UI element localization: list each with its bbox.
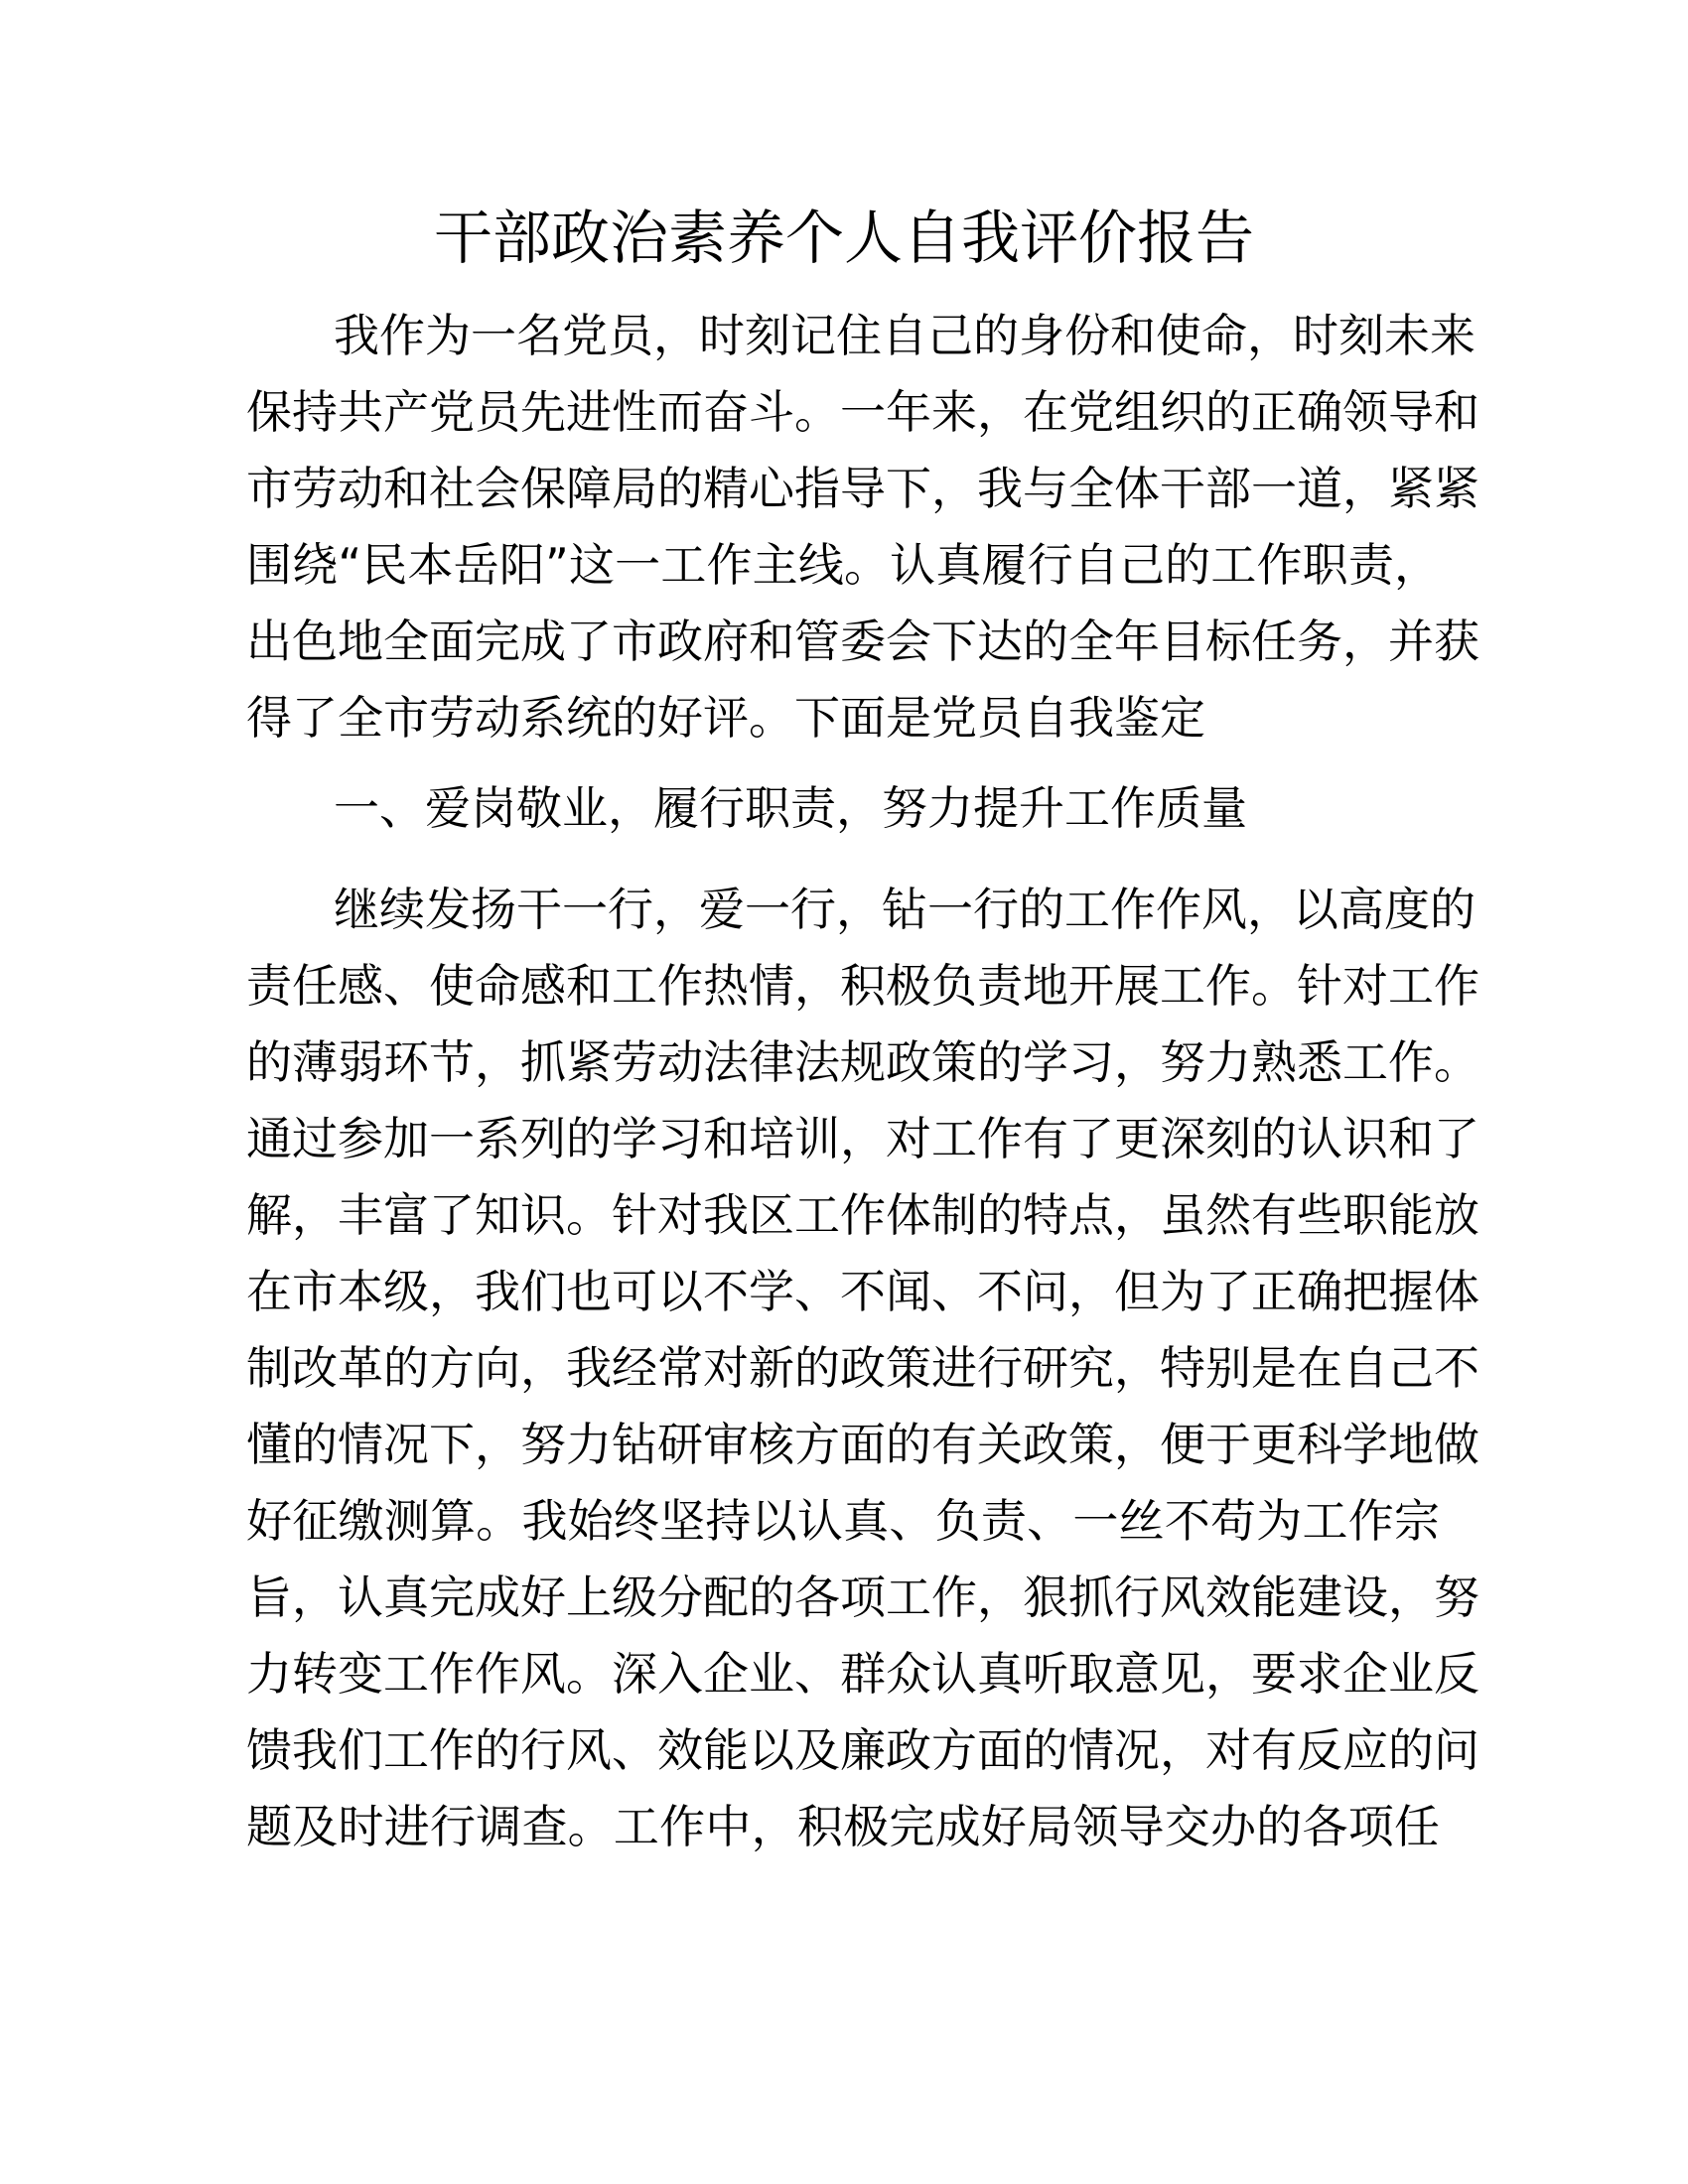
paragraph-2-line-7: 制改革的方向，我经常对新的政策进行研究，特别是在自己不	[246, 1341, 1479, 1395]
paragraph-2-line-6: 在市本级，我们也可以不学、不闻、不问，但为了正确把握体	[246, 1265, 1479, 1318]
paragraph-1-line-5: 出色地全面完成了市政府和管委会下达的全年目标任务，并获	[246, 614, 1479, 668]
document-title: 干部政治素养个人自我评价报告	[433, 204, 1254, 272]
paragraph-2-line-11: 力转变工作作风。深入企业、群众认真听取意见，要求企业反	[246, 1647, 1479, 1701]
paragraph-1-line-6: 得了全市劳动系统的好评。下面是党员自我鉴定	[246, 691, 1205, 745]
paragraph-2-line-2: 责任感、使命感和工作热情，积极负责地开展工作。针对工作	[246, 959, 1479, 1013]
paragraph-2-line-8: 懂的情况下，努力钻研审核方面的有关政策，便于更科学地做	[246, 1418, 1479, 1471]
paragraph-2-line-9: 好征缴测算。我始终坚持以认真、负责、一丝不苟为工作宗	[246, 1494, 1440, 1548]
paragraph-2-line-3: 的薄弱环节，抓紧劳动法律法规政策的学习，努力熟悉工作。	[246, 1035, 1479, 1089]
paragraph-2-line-1: 继续发扬干一行，爱一行，钻一行的工作作风，以高度的	[334, 883, 1476, 936]
paragraph-2-line-10: 旨，认真完成好上级分配的各项工作，狠抓行风效能建设，努	[246, 1570, 1479, 1624]
paragraph-1-line-3: 市劳动和社会保障局的精心指导下，我与全体干部一道，紧紧	[246, 462, 1479, 515]
paragraph-2-line-12: 馈我们工作的行风、效能以及廉政方面的情况，对有反应的问	[246, 1723, 1479, 1777]
section-heading-1: 一、爱岗敬业，履行职责，努力提升工作质量	[334, 781, 1247, 835]
paragraph-1-line-1: 我作为一名党员，时刻记住自己的身份和使命，时刻未来	[334, 309, 1476, 362]
paragraph-1-line-2: 保持共产党员先进性而奋斗。一年来，在党组织的正确领导和	[246, 385, 1479, 439]
paragraph-1-line-4: 围绕“民本岳阳”这一工作主线。认真履行自己的工作职责，	[246, 538, 1440, 592]
paragraph-2-line-13: 题及时进行调查。工作中，积极完成好局领导交办的各项任	[246, 1800, 1440, 1853]
paragraph-2-line-4: 通过参加一系列的学习和培训，对工作有了更深刻的认识和了	[246, 1112, 1479, 1165]
paragraph-2-line-5: 解，丰富了知识。针对我区工作体制的特点，虽然有些职能放	[246, 1188, 1479, 1242]
